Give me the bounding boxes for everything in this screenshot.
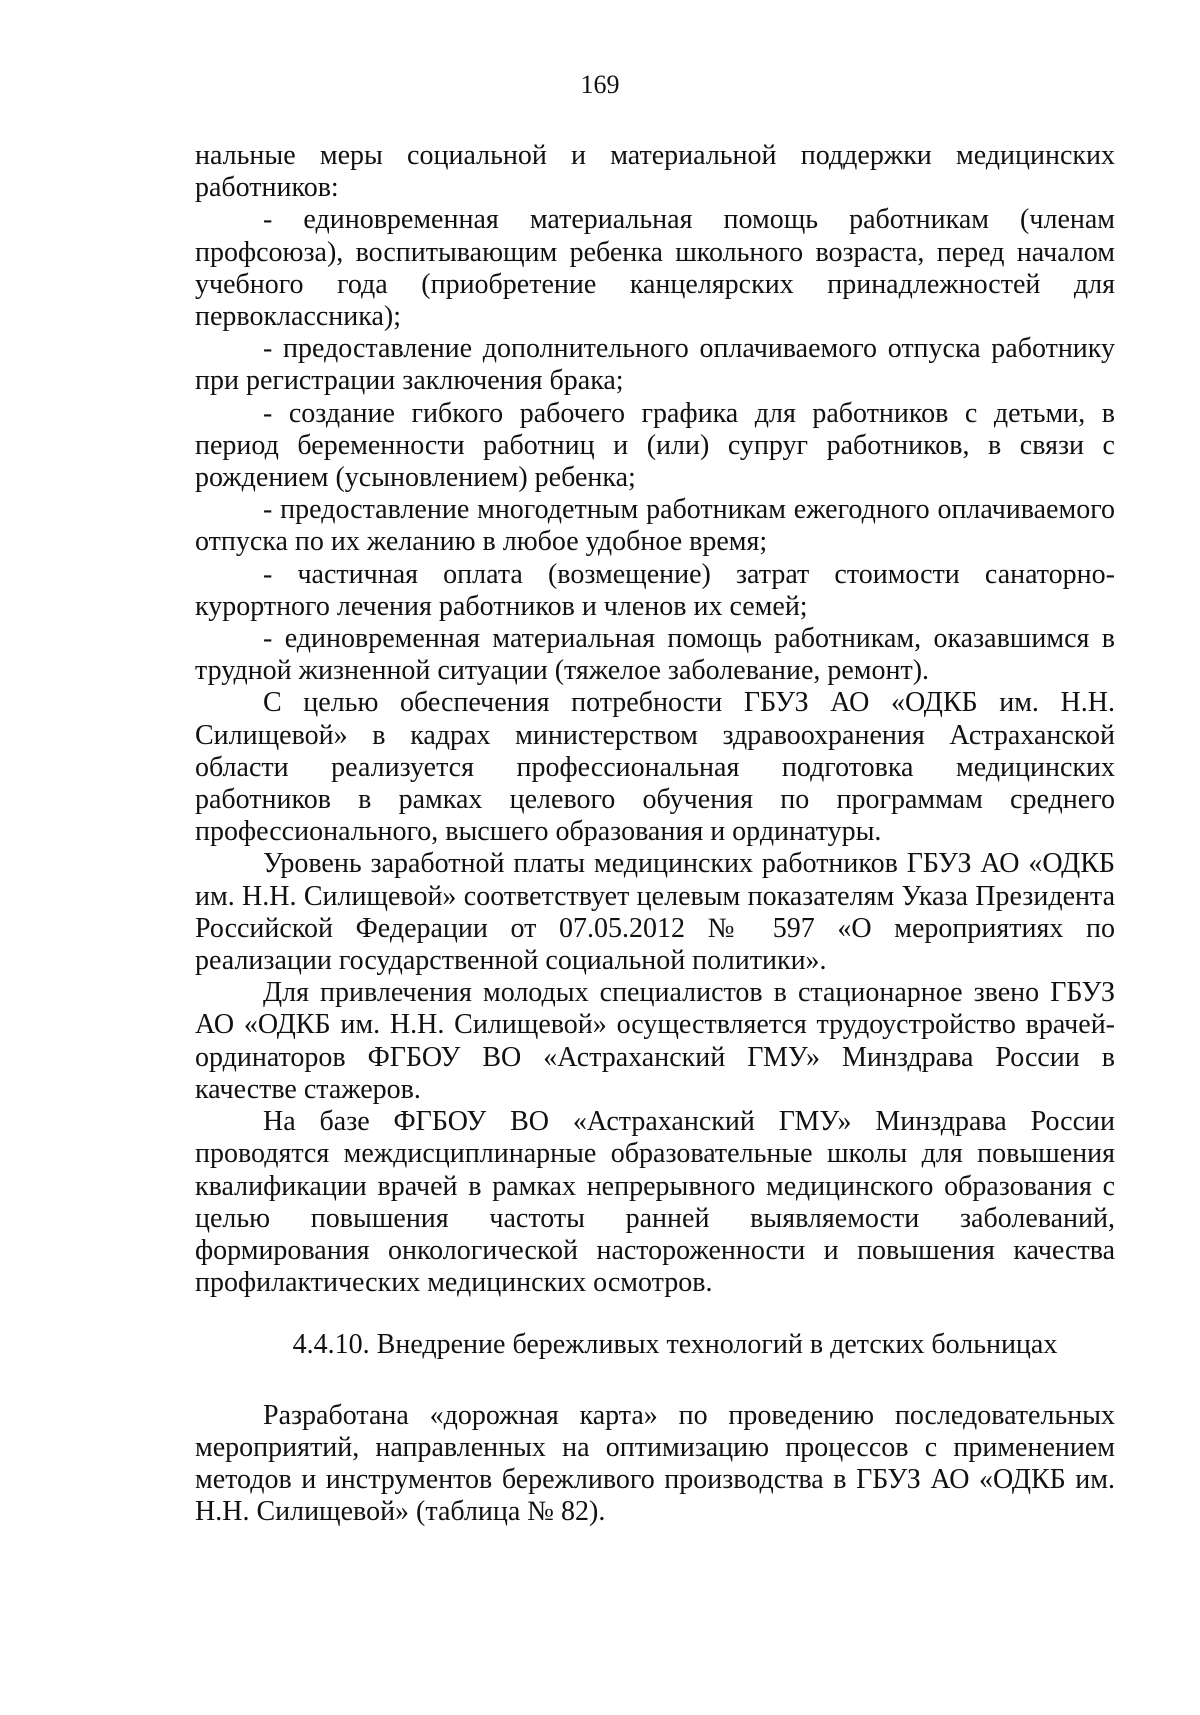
- paragraph-continuation: нальные меры социальной и материальной поддержки медицинских работников:: [195, 140, 1115, 204]
- page-number: 169: [580, 70, 620, 99]
- list-item: - создание гибкого рабочего графика для работников с детьми, в период беременности работниц и (или) супруг работников, в связи с рождением (усыновлением) ребенка;: [195, 397, 1115, 494]
- section-heading: 4.4.10. Внедрение бережливых технологий в детских больницах: [292, 1329, 1058, 1361]
- list-item: - предоставление многодетным работникам ежегодного оплачиваемого отпуска по их желанию в любое удобное время;: [195, 494, 1115, 558]
- paragraph: Уровень заработной платы медицинских работников ГБУЗ АО «ОДКБ им. Н.Н. Силищевой» соответствует целевым показателям Указа Президента Российской Федерации от 07.05.2012 № 597 «О мероприятиях по реализации государственной социальной политики».: [195, 848, 1115, 977]
- list-item: - предоставление дополнительного оплачиваемого отпуска работнику при регистрации заключения брака;: [195, 333, 1115, 397]
- paragraph: Разработана «дорожная карта» по проведению последовательных мероприятий, направленных на оптимизацию процессов с применением методов и инструментов бережливого производства в ГБУЗ АО «ОДКБ им. Н.Н. Силищевой» (таблица № 82).: [195, 1399, 1115, 1528]
- list-item: - частичная оплата (возмещение) затрат стоимости санаторно-курортного лечения работников и членов их семей;: [195, 558, 1115, 622]
- list-item: - единовременная материальная помощь работникам, оказавшимся в трудной жизненной ситуации (тяжелое заболевание, ремонт).: [195, 623, 1115, 687]
- paragraph: С целью обеспечения потребности ГБУЗ АО «ОДКБ им. Н.Н. Силищевой» в кадрах министерством здравоохранения Астраханской области реализуется профессиональная подготовка медицинских работников в рамках целевого обучения по программам среднего профессионального, высшего образования и ординатуры.: [195, 687, 1115, 848]
- paragraph: На базе ФГБОУ ВО «Астраханский ГМУ» Минздрава России проводятся междисциплинарные образовательные школы для повышения квалификации врачей в рамках непрерывного медицинского образования с целью повышения частоты ранней выявляемости заболеваний, формирования онкологической настороженности и повышения качества профилактических медицинских осмотров.: [195, 1106, 1115, 1299]
- paragraph: Для привлечения молодых специалистов в стационарное звено ГБУЗ АО «ОДКБ им. Н.Н. Силищевой» осуществляется трудоустройство врачей-ординаторов ФГБОУ ВО «Астраханский ГМУ» Минздрава России в качестве стажеров.: [195, 977, 1115, 1105]
- document-body: [195, 140, 1115, 1528]
- list-item: - единовременная материальная помощь работникам (членам профсоюза), воспитывающим ребенка школьного возраста, перед началом учебного года (приобретение канцелярских принадлежностей для первоклассника);: [195, 204, 1115, 333]
